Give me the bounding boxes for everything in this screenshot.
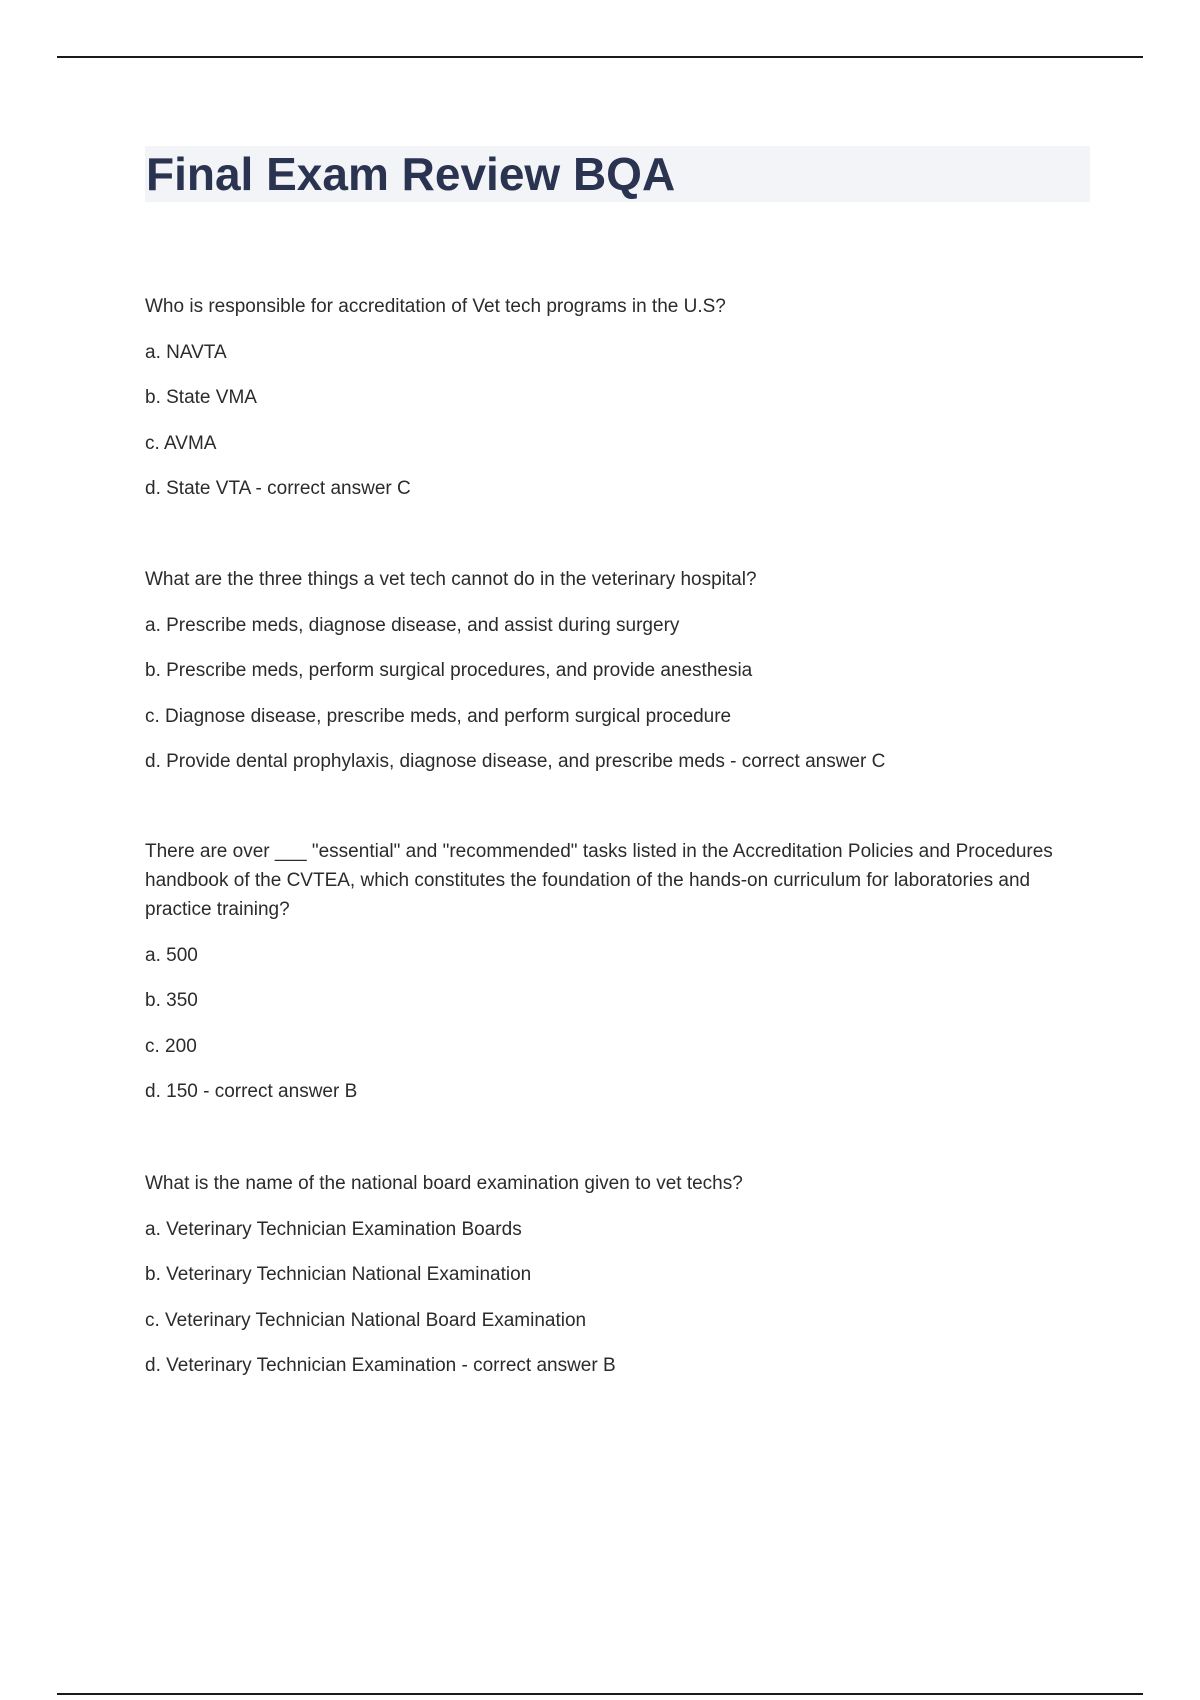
top-rule xyxy=(57,56,1143,58)
answer-option-c: c. Veterinary Technician National Board Examination xyxy=(145,1309,587,1331)
question-text: What are the three things a vet tech cannot do in the veterinary hospital? xyxy=(145,569,757,590)
answer-option-a: a. 500 xyxy=(145,944,198,966)
answer-option-b: b. Prescribe meds, perform surgical procedures, and provide anesthesia xyxy=(145,660,753,681)
answer-option-b: b. 350 xyxy=(145,990,198,1011)
answer-option-d: d. State VTA - correct answer C xyxy=(145,478,411,499)
bottom-rule xyxy=(57,1693,1143,1695)
answer-option-c: c. Diagnose disease, prescribe meds, and perform surgical procedure xyxy=(145,705,732,727)
answer-option-b: b. Veterinary Technician National Examination xyxy=(145,1264,532,1285)
question-block xyxy=(145,292,1085,503)
answer-option-a: a. NAVTA xyxy=(145,341,227,363)
answer-option-d: d. 150 - correct answer B xyxy=(145,1081,358,1102)
question-block xyxy=(145,1169,1085,1380)
answer-option-a: a. Veterinary Technician Examination Boards xyxy=(145,1218,522,1240)
question-text: There are over ___ "essential" and "recommended" tasks listed in the Accreditation Policies and Procedures handbook of the CVTEA, which constitutes the foundation of the hands-on curriculum for laboratories and practice training? xyxy=(145,841,1053,920)
question-block xyxy=(145,565,1085,776)
answer-option-c: c. AVMA xyxy=(145,432,217,454)
question-text: What is the name of the national board examination given to vet techs? xyxy=(145,1173,743,1194)
answer-option-d: d. Provide dental prophylaxis, diagnose disease, and prescribe meds - correct answer C xyxy=(145,751,886,772)
answer-option-d: d. Veterinary Technician Examination - correct answer B xyxy=(145,1355,616,1376)
answer-option-a: a. Prescribe meds, diagnose disease, and assist during surgery xyxy=(145,614,680,636)
answer-option-c: c. 200 xyxy=(145,1035,197,1057)
question-block xyxy=(145,837,1085,1106)
question-text: Who is responsible for accreditation of Vet tech programs in the U.S? xyxy=(145,296,726,317)
page-title: Final Exam Review BQA xyxy=(146,148,676,200)
answer-option-b: b. State VMA xyxy=(145,387,257,408)
